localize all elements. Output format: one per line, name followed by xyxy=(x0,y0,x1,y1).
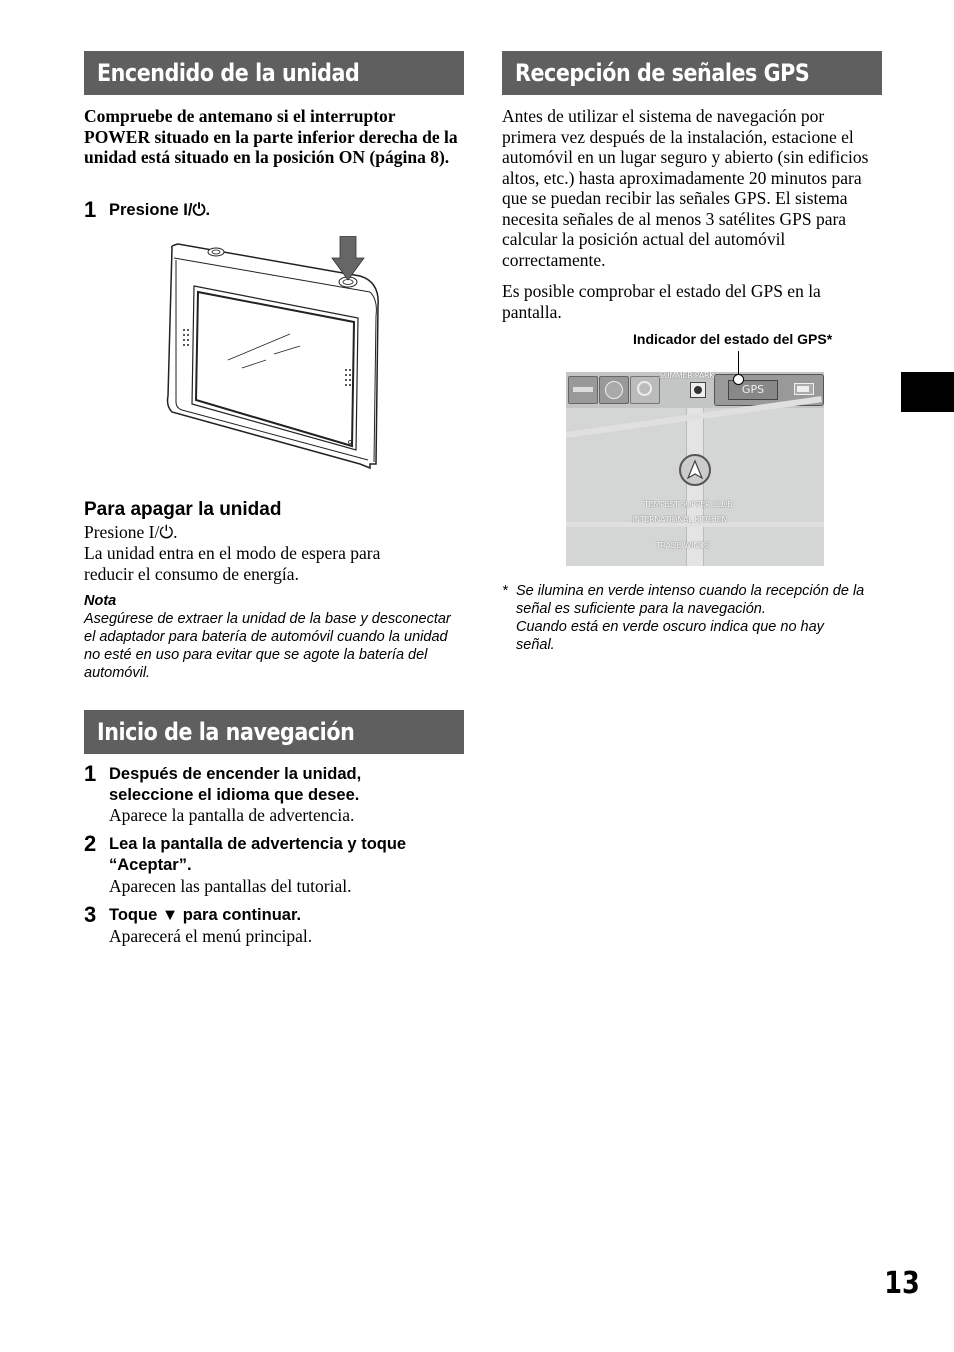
section-title-inicio: Inicio de la navegación xyxy=(84,710,464,754)
step-title: Toque ▼ para continuar. xyxy=(109,906,302,924)
gps-indicator: GPS xyxy=(728,380,778,400)
intro-paragraph: Compruebe de antemano si el interruptor POWER situado en la parte inferior derecha de la unidad está situado en la posición ON (página 8). xyxy=(84,106,458,167)
battery-icon xyxy=(794,383,814,395)
footnote-line1: Se ilumina en verde intenso cuando la recepción de la señal es suficiente para la navegación. xyxy=(516,583,865,617)
map-menu-button xyxy=(568,376,598,404)
step-number: 1 xyxy=(84,197,97,222)
off-line1: Presione I/⏻. xyxy=(84,522,178,542)
poi-icon xyxy=(690,382,706,398)
section-title-gps: Recepción de señales GPS xyxy=(502,51,882,95)
off-line2: La unidad entra en el modo de espera para reducir el consumo de energía. xyxy=(84,543,381,584)
page-number: 13 xyxy=(884,1266,920,1301)
side-tab-marker xyxy=(901,372,954,412)
off-heading: Para apagar la unidad xyxy=(84,499,282,520)
vehicle-position-icon xyxy=(679,454,711,486)
compass-icon xyxy=(599,376,629,404)
zoom-icon xyxy=(630,376,660,404)
step-body: Aparece la pantalla de advertencia. xyxy=(109,805,355,825)
note-text: Asegúrese de extraer la unidad de la base y desconectar el adaptador para batería de automóvil cuando la unidad no esté en uso para evitar que se agote la batería del automóvil. xyxy=(84,611,451,681)
device-illustration xyxy=(160,236,390,472)
map-screenshot xyxy=(566,372,824,566)
map-label: TRADE WINDS xyxy=(656,541,710,550)
gps-paragraph-1: Antes de utilizar el sistema de navegación por primera vez después de la instalación, estacione el automóvil en un lugar seguro y abierto (sin edificios altos, etc.) hasta aproximadamente 20 minutos para que se puedan recibir las señales GPS. El sistema necesita señales de al menos 3 satélites GPS para calcular la posición actual del automóvil correctamente. xyxy=(502,106,869,270)
step-body: Aparecerá el menú principal. xyxy=(109,926,313,946)
map-label: INTERNATIONAL KITCHEN xyxy=(632,515,728,524)
footnote-line2: Cuando está en verde oscuro indica que no hay señal. xyxy=(516,619,824,653)
step-number: 2 xyxy=(84,831,97,856)
step-title: Después de encender la unidad, seleccione el idioma que desee. xyxy=(109,765,362,804)
callout-marker xyxy=(733,374,744,385)
map-label: TEMPEST SUPPER CLUB xyxy=(644,500,733,509)
step-title: Lea la pantalla de advertencia y toque “Aceptar”. xyxy=(109,835,407,874)
gps-paragraph-2: Es posible comprobar el estado del GPS en la pantalla. xyxy=(502,281,821,322)
section-title-encendido: Encendido de la unidad xyxy=(84,51,464,95)
footnote-mark: * xyxy=(502,583,508,599)
step-title: Presione I/⏻. xyxy=(109,201,211,219)
gps-callout-label: Indicador del estado del GPS* xyxy=(633,331,833,347)
map-label: SUMMER PARK xyxy=(659,372,715,380)
step-body: Aparecen las pantallas del tutorial. xyxy=(109,876,352,896)
step-number: 1 xyxy=(84,761,97,786)
note-label: Nota xyxy=(84,593,117,609)
step-number: 3 xyxy=(84,902,97,927)
